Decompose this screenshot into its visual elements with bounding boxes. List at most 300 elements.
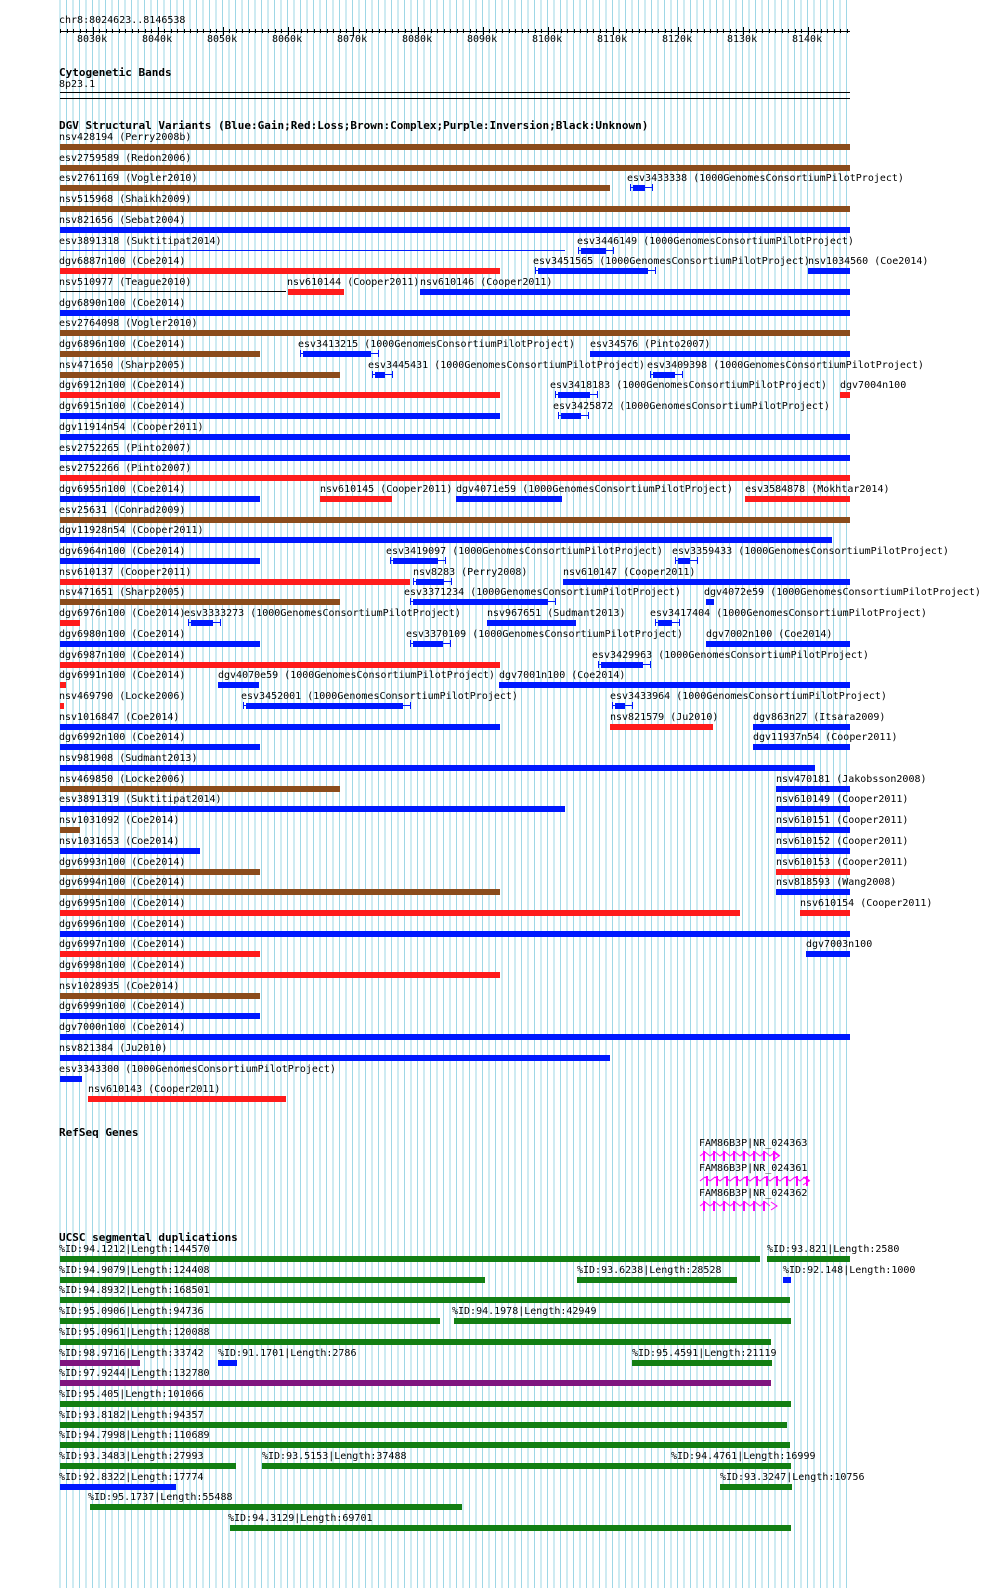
feature-bar[interactable] xyxy=(808,268,850,274)
ruler-minor-tick xyxy=(463,29,464,33)
feature-label[interactable]: esv3333273 (1000GenomesConsortiumPilotProject) xyxy=(184,608,461,619)
feature-bar[interactable] xyxy=(60,206,850,212)
feature-label[interactable]: %ID:94.9079|Length:124408 xyxy=(59,1265,210,1276)
feature-bar[interactable] xyxy=(60,227,850,233)
feature-label[interactable]: %ID:93.8182|Length:94357 xyxy=(59,1410,204,1421)
feature-label[interactable]: nsv610153 (Cooper2011) xyxy=(776,857,909,868)
feature-bar[interactable] xyxy=(60,993,260,999)
feature-label[interactable]: dgv6996n100 (Coe2014) xyxy=(59,919,186,930)
feature-bar[interactable] xyxy=(60,558,260,564)
feature-label[interactable]: esv3446149 (1000GenomesConsortiumPilotProject) xyxy=(577,236,854,247)
gene-model[interactable] xyxy=(699,1200,799,1212)
feature-label[interactable]: nsv981908 (Sudmant2013) xyxy=(59,753,198,764)
feature-bar[interactable] xyxy=(60,165,850,171)
feature-bar[interactable] xyxy=(454,1318,791,1324)
feature-label[interactable]: nsv967651 (Sudmant2013) xyxy=(487,608,626,619)
feature-label[interactable]: dgv11928n54 (Cooper2011) xyxy=(59,525,204,536)
ruler-minor-tick xyxy=(385,29,386,33)
feature-label[interactable]: dgv11937n54 (Cooper2011) xyxy=(753,732,898,743)
ruler-minor-tick xyxy=(645,29,646,33)
feature-bar[interactable] xyxy=(60,889,500,895)
feature-label[interactable]: %ID:95.0961|Length:120088 xyxy=(59,1327,210,1338)
ruler-minor-tick xyxy=(242,29,243,33)
gene-model[interactable] xyxy=(699,1175,799,1187)
feature-label[interactable]: nsv471650 (Sharp2005) xyxy=(59,360,186,371)
feature-bar[interactable] xyxy=(610,724,713,730)
feature-end-tick xyxy=(650,371,651,378)
feature-end-tick xyxy=(410,702,411,709)
feature-label[interactable]: esv2764098 (Vogler2010) xyxy=(59,318,198,329)
feature-label[interactable]: dgv6991n100 (Coe2014) xyxy=(59,670,186,681)
ruler-minor-tick xyxy=(808,29,809,33)
feature-bar[interactable] xyxy=(393,558,438,564)
feature-bar[interactable] xyxy=(60,1297,790,1303)
ruler-minor-tick xyxy=(515,29,516,33)
feature-bar[interactable] xyxy=(706,599,714,605)
feature-bar[interactable] xyxy=(320,496,392,502)
ruler-tick-label: 8120k xyxy=(662,34,693,45)
feature-label[interactable]: esv2761169 (Vogler2010) xyxy=(59,173,198,184)
feature-label[interactable]: esv25631 (Conrad2009) xyxy=(59,505,186,516)
feature-label[interactable]: esv3413215 (1000GenomesConsortiumPilotProject) xyxy=(298,339,575,350)
feature-bar[interactable] xyxy=(246,703,403,709)
feature-bar[interactable] xyxy=(60,1034,850,1040)
feature-label[interactable]: nsv610149 (Cooper2011) xyxy=(776,794,909,805)
ruler-minor-tick xyxy=(587,29,588,33)
feature-bar[interactable] xyxy=(60,455,850,461)
ruler-minor-tick xyxy=(145,29,146,33)
feature-label[interactable]: nsv471651 (Sharp2005) xyxy=(59,587,186,598)
feature-label[interactable]: dgv6896n100 (Coe2014) xyxy=(59,339,186,350)
feature-bar[interactable] xyxy=(671,1463,791,1469)
feature-bar[interactable] xyxy=(413,599,548,605)
feature-label[interactable]: %ID:91.1701|Length:2786 xyxy=(218,1348,357,1359)
feature-bar[interactable] xyxy=(191,620,213,626)
feature-label[interactable]: nsv1031092 (Coe2014) xyxy=(59,815,180,826)
feature-label[interactable]: dgv6993n100 (Coe2014) xyxy=(59,857,186,868)
feature-label[interactable]: dgv6992n100 (Coe2014) xyxy=(59,732,186,743)
ruler-minor-tick xyxy=(782,29,783,33)
feature-bar[interactable] xyxy=(720,1484,792,1490)
feature-label[interactable]: %ID:94.1978|Length:42949 xyxy=(452,1306,597,1317)
feature-bar[interactable] xyxy=(375,372,385,378)
feature-label[interactable]: dgv6997n100 (Coe2014) xyxy=(59,939,186,950)
feature-bar[interactable] xyxy=(60,951,260,957)
feature-label[interactable]: dgv6955n100 (Coe2014) xyxy=(59,484,186,495)
feature-label[interactable]: nsv469850 (Locke2006) xyxy=(59,774,186,785)
feature-label[interactable]: dgv6995n100 (Coe2014) xyxy=(59,898,186,909)
feature-bar[interactable] xyxy=(60,330,850,336)
feature-label[interactable]: dgv6964n100 (Coe2014) xyxy=(59,546,186,557)
feature-label[interactable]: esv3445431 (1000GenomesConsortiumPilotProject) xyxy=(368,360,645,371)
feature-label[interactable]: nsv610146 (Cooper2011) xyxy=(420,277,553,288)
feature-bar[interactable] xyxy=(590,351,850,357)
feature-bar[interactable] xyxy=(632,1360,772,1366)
feature-label[interactable]: nsv510977 (Teague2010) xyxy=(59,277,192,288)
feature-label[interactable]: esv3433964 (1000GenomesConsortiumPilotProject) xyxy=(610,691,887,702)
cytoband-line-top xyxy=(60,92,850,93)
ruler-minor-tick xyxy=(678,29,679,33)
feature-bar[interactable] xyxy=(487,620,576,626)
feature-bar[interactable] xyxy=(303,351,371,357)
feature-label[interactable]: %ID:93.6238|Length:28528 xyxy=(577,1265,722,1276)
feature-bar[interactable] xyxy=(60,392,500,398)
feature-bar[interactable] xyxy=(581,248,606,254)
feature-bar[interactable] xyxy=(840,392,850,398)
feature-bar[interactable] xyxy=(60,599,340,605)
feature-label[interactable]: nsv610154 (Cooper2011) xyxy=(800,898,933,909)
ruler-minor-tick xyxy=(262,29,263,33)
feature-label[interactable]: esv3429963 (1000GenomesConsortiumPilotProject) xyxy=(592,650,869,661)
feature-bar[interactable] xyxy=(420,289,850,295)
gene-label[interactable]: FAM86B3P|NR_024362 xyxy=(699,1188,808,1199)
gene-label[interactable]: FAM86B3P|NR_024363 xyxy=(699,1138,808,1149)
feature-label[interactable]: dgv6998n100 (Coe2014) xyxy=(59,960,186,971)
feature-label[interactable]: dgv4071e59 (1000GenomesConsortiumPilotProject) xyxy=(456,484,733,495)
feature-label[interactable]: nsv469790 (Locke2006) xyxy=(59,691,186,702)
feature-bar[interactable] xyxy=(60,744,260,750)
ruler-minor-tick xyxy=(346,29,347,33)
ruler-minor-tick xyxy=(541,29,542,33)
feature-label[interactable]: nsv818593 (Wang2008) xyxy=(776,877,897,888)
feature-line[interactable] xyxy=(60,250,565,251)
ruler-minor-tick xyxy=(658,29,659,33)
feature-label[interactable]: nsv821384 (Ju2010) xyxy=(59,1043,168,1054)
feature-label[interactable]: %ID:93.3247|Length:10756 xyxy=(720,1472,865,1483)
feature-label[interactable]: nsv821656 (Sebat2004) xyxy=(59,215,186,226)
feature-label[interactable]: nsv610144 (Cooper2011) xyxy=(287,277,420,288)
ruler-minor-tick xyxy=(288,29,289,33)
feature-label[interactable]: dgv6890n100 (Coe2014) xyxy=(59,298,186,309)
ruler-minor-tick xyxy=(197,29,198,33)
feature-bar[interactable] xyxy=(60,1339,771,1345)
feature-label[interactable]: dgv7004n100 xyxy=(840,380,907,391)
feature-bar[interactable] xyxy=(60,1013,260,1019)
feature-bar[interactable] xyxy=(678,558,690,564)
feature-label[interactable]: nsv821579 (Ju2010) xyxy=(610,712,719,723)
feature-label[interactable]: nsv1016847 (Coe2014) xyxy=(59,712,180,723)
feature-bar[interactable] xyxy=(60,910,740,916)
feature-bar[interactable] xyxy=(800,910,850,916)
feature-bar[interactable] xyxy=(776,869,850,875)
feature-label[interactable]: %ID:98.9716|Length:33742 xyxy=(59,1348,204,1359)
feature-bar[interactable] xyxy=(60,579,410,585)
feature-label[interactable]: esv3433338 (1000GenomesConsortiumPilotProject) xyxy=(627,173,904,184)
feature-bar[interactable] xyxy=(60,724,500,730)
feature-label[interactable]: esv3359433 (1000GenomesConsortiumPilotProject) xyxy=(672,546,949,557)
feature-bar[interactable] xyxy=(262,1463,672,1469)
feature-label[interactable]: %ID:93.821|Length:2580 xyxy=(767,1244,900,1255)
ruler-tick-label: 8030k xyxy=(77,34,108,45)
feature-bar[interactable] xyxy=(658,620,672,626)
feature-end-tick xyxy=(555,391,556,398)
feature-label[interactable]: nsv610145 (Cooper2011) xyxy=(320,484,453,495)
ruler-minor-tick xyxy=(639,29,640,33)
feature-label[interactable]: %ID:94.4761|Length:16999 xyxy=(671,1451,816,1462)
feature-bar[interactable] xyxy=(60,1360,140,1366)
feature-bar[interactable] xyxy=(60,1380,771,1386)
feature-bar[interactable] xyxy=(456,496,562,502)
feature-bar[interactable] xyxy=(776,806,850,812)
ruler-minor-tick xyxy=(665,29,666,33)
feature-label[interactable]: nsv1031653 (Coe2014) xyxy=(59,836,180,847)
feature-label[interactable]: %ID:93.5153|Length:37488 xyxy=(262,1451,407,1462)
feature-bar[interactable] xyxy=(60,1463,236,1469)
feature-bar[interactable] xyxy=(60,765,815,771)
feature-bar[interactable] xyxy=(776,889,850,895)
feature-label[interactable]: dgv6994n100 (Coe2014) xyxy=(59,877,186,888)
ruler-minor-tick xyxy=(821,29,822,33)
ruler-minor-tick xyxy=(210,29,211,33)
feature-label[interactable]: nsv610143 (Cooper2011) xyxy=(88,1084,221,1095)
feature-label[interactable]: %ID:93.3483|Length:27993 xyxy=(59,1451,204,1462)
feature-label[interactable]: esv3584878 (Mokhtar2014) xyxy=(745,484,890,495)
ruler-tick-label: 8070k xyxy=(337,34,368,45)
ruler-minor-tick xyxy=(372,29,373,33)
feature-end-tick xyxy=(597,391,598,398)
ruler-minor-tick xyxy=(489,29,490,33)
feature-label[interactable]: %ID:95.0906|Length:94736 xyxy=(59,1306,204,1317)
feature-bar[interactable] xyxy=(60,806,565,812)
feature-label[interactable]: dgv4070e59 (1000GenomesConsortiumPilotProject) xyxy=(218,670,495,681)
feature-bar[interactable] xyxy=(60,1277,485,1283)
feature-bar[interactable] xyxy=(60,703,64,709)
feature-bar[interactable] xyxy=(538,268,648,274)
feature-bar[interactable] xyxy=(783,1277,791,1283)
ruler-minor-tick xyxy=(502,29,503,33)
feature-bar[interactable] xyxy=(577,1277,737,1283)
feature-label[interactable]: dgv7003n100 xyxy=(806,939,873,950)
feature-bar[interactable] xyxy=(60,496,260,502)
feature-bar[interactable] xyxy=(767,1256,850,1262)
feature-bar[interactable] xyxy=(60,972,500,978)
feature-bar[interactable] xyxy=(776,786,850,792)
feature-bar[interactable] xyxy=(60,1401,791,1407)
refseq-track-title: RefSeq Genes xyxy=(59,1126,139,1139)
feature-label[interactable]: dgv6976n100 (Coe2014) xyxy=(59,608,186,619)
feature-end-tick xyxy=(555,598,556,605)
feature-end-tick xyxy=(188,619,189,626)
feature-bar[interactable] xyxy=(416,579,444,585)
feature-bar[interactable] xyxy=(753,744,850,750)
feature-end-tick xyxy=(682,371,683,378)
feature-bar[interactable] xyxy=(60,372,340,378)
ruler-minor-tick xyxy=(119,29,120,33)
feature-end-tick xyxy=(630,184,631,191)
feature-label[interactable]: dgv6915n100 (Coe2014) xyxy=(59,401,186,412)
feature-label[interactable]: dgv6999n100 (Coe2014) xyxy=(59,1001,186,1012)
feature-label[interactable]: nsv470181 (Jakobsson2008) xyxy=(776,774,927,785)
feature-line[interactable] xyxy=(60,291,286,292)
ruler-minor-tick xyxy=(392,29,393,33)
feature-label[interactable]: %ID:92.8322|Length:17774 xyxy=(59,1472,204,1483)
ruler-minor-tick xyxy=(834,29,835,33)
feature-label[interactable]: %ID:94.3129|Length:69701 xyxy=(228,1513,373,1524)
feature-bar[interactable] xyxy=(60,1484,176,1490)
feature-bar[interactable] xyxy=(601,662,643,668)
ruler-minor-tick xyxy=(418,29,419,33)
ruler-minor-tick xyxy=(522,29,523,33)
ruler-minor-tick xyxy=(710,29,711,33)
feature-bar[interactable] xyxy=(60,434,850,440)
feature-label[interactable]: %ID:95.405|Length:101066 xyxy=(59,1389,204,1400)
feature-end-tick xyxy=(588,412,589,419)
feature-bar[interactable] xyxy=(776,848,850,854)
feature-end-tick xyxy=(598,661,599,668)
feature-label[interactable]: dgv4072e59 (1000GenomesConsortiumPilotProject) xyxy=(704,587,981,598)
feature-bar[interactable] xyxy=(230,1525,791,1531)
feature-label[interactable]: %ID:95.4591|Length:21119 xyxy=(632,1348,777,1359)
feature-label[interactable]: dgv11914n54 (Cooper2011) xyxy=(59,422,204,433)
ruler-minor-tick xyxy=(444,29,445,33)
feature-label[interactable]: %ID:97.9244|Length:132780 xyxy=(59,1368,210,1379)
feature-bar[interactable] xyxy=(60,1256,760,1262)
feature-label[interactable]: esv3370109 (1000GenomesConsortiumPilotProject) xyxy=(406,629,683,640)
feature-bar[interactable] xyxy=(561,413,581,419)
segdup-track-title: UCSC segmental duplications xyxy=(59,1231,238,1244)
feature-bar[interactable] xyxy=(60,1422,787,1428)
feature-label[interactable]: nsv515968 (Shaikh2009) xyxy=(59,194,192,205)
ruler-minor-tick xyxy=(340,29,341,33)
gene-label[interactable]: FAM86B3P|NR_024361 xyxy=(699,1163,808,1174)
feature-label[interactable]: esv3891318 (Suktitipat2014) xyxy=(59,236,222,247)
feature-bar[interactable] xyxy=(60,268,500,274)
feature-bar[interactable] xyxy=(90,1504,462,1510)
feature-label[interactable]: nsv610137 (Cooper2011) xyxy=(59,567,192,578)
ruler-minor-tick xyxy=(60,29,61,33)
feature-label[interactable]: esv3343300 (1000GenomesConsortiumPilotProject) xyxy=(59,1064,336,1075)
feature-label[interactable]: %ID:95.1737|Length:55488 xyxy=(88,1492,233,1503)
feature-label[interactable]: esv3451565 (1000GenomesConsortiumPilotProject) xyxy=(533,256,810,267)
feature-bar[interactable] xyxy=(753,724,850,730)
feature-bar[interactable] xyxy=(60,931,850,937)
feature-label[interactable]: nsv610152 (Cooper2011) xyxy=(776,836,909,847)
ruler-minor-tick xyxy=(151,29,152,33)
feature-bar[interactable] xyxy=(615,703,625,709)
feature-label[interactable]: dgv6912n100 (Coe2014) xyxy=(59,380,186,391)
feature-bar[interactable] xyxy=(288,289,344,295)
ruler-minor-tick xyxy=(606,29,607,33)
feature-bar[interactable] xyxy=(633,185,645,191)
feature-bar[interactable] xyxy=(60,537,832,543)
feature-label[interactable]: esv2759589 (Redon2006) xyxy=(59,153,192,164)
feature-label[interactable]: nsv1034560 (Coe2014) xyxy=(808,256,929,267)
feature-bar[interactable] xyxy=(60,641,260,647)
feature-label[interactable]: nsv8283 (Perry2008) xyxy=(413,567,528,578)
feature-label[interactable]: esv3452001 (1000GenomesConsortiumPilotProject) xyxy=(241,691,518,702)
ruler-axis xyxy=(60,31,850,32)
feature-bar[interactable] xyxy=(60,786,340,792)
feature-label[interactable]: dgv863n27 (Itsara2009) xyxy=(753,712,886,723)
feature-label[interactable]: %ID:92.148|Length:1000 xyxy=(783,1265,916,1276)
feature-bar[interactable] xyxy=(60,1442,790,1448)
feature-label[interactable]: esv3409398 (1000GenomesConsortiumPilotProject) xyxy=(647,360,924,371)
feature-end-tick xyxy=(378,350,379,357)
feature-bar[interactable] xyxy=(60,310,850,316)
ruler-minor-tick xyxy=(80,29,81,33)
feature-label[interactable]: esv3417404 (1000GenomesConsortiumPilotProject) xyxy=(650,608,927,619)
ruler-minor-tick xyxy=(255,29,256,33)
feature-label[interactable]: dgv7001n100 (Coe2014) xyxy=(499,670,626,681)
feature-bar[interactable] xyxy=(776,827,850,833)
feature-label[interactable]: esv3418183 (1000GenomesConsortiumPilotProject) xyxy=(550,380,827,391)
feature-end-tick xyxy=(450,640,451,647)
feature-label[interactable]: dgv7000n100 (Coe2014) xyxy=(59,1022,186,1033)
feature-label[interactable]: nsv610147 (Cooper2011) xyxy=(563,567,696,578)
feature-bar[interactable] xyxy=(218,1360,237,1366)
feature-bar[interactable] xyxy=(60,517,850,523)
feature-bar[interactable] xyxy=(706,641,850,647)
feature-bar[interactable] xyxy=(558,392,590,398)
feature-end-tick xyxy=(612,702,613,709)
feature-bar[interactable] xyxy=(653,372,675,378)
ruler-minor-tick xyxy=(847,29,848,33)
feature-label[interactable]: %ID:94.7998|Length:110689 xyxy=(59,1430,210,1441)
feature-bar[interactable] xyxy=(413,641,443,647)
feature-label[interactable]: %ID:94.1212|Length:144570 xyxy=(59,1244,210,1255)
feature-bar[interactable] xyxy=(60,1076,82,1082)
feature-label[interactable]: esv3425872 (1000GenomesConsortiumPilotProject) xyxy=(553,401,830,412)
ruler-minor-tick xyxy=(294,29,295,33)
feature-bar[interactable] xyxy=(218,682,259,688)
feature-bar[interactable] xyxy=(60,662,500,668)
feature-label[interactable]: nsv610151 (Cooper2011) xyxy=(776,815,909,826)
feature-bar[interactable] xyxy=(60,869,260,875)
ruler-minor-tick xyxy=(743,29,744,33)
ruler-minor-tick xyxy=(574,29,575,33)
feature-label[interactable]: esv2752266 (Pinto2007) xyxy=(59,463,192,474)
feature-label[interactable]: esv2752265 (Pinto2007) xyxy=(59,443,192,454)
feature-label[interactable]: esv34576 (Pinto2007) xyxy=(590,339,711,350)
feature-bar[interactable] xyxy=(60,682,66,688)
ruler-minor-tick xyxy=(320,29,321,33)
feature-end-tick xyxy=(390,557,391,564)
feature-bar[interactable] xyxy=(499,682,850,688)
ruler-minor-tick xyxy=(158,29,159,33)
feature-label[interactable]: dgv7002n100 (Coe2014) xyxy=(706,629,833,640)
feature-label[interactable]: dgv6980n100 (Coe2014) xyxy=(59,629,186,640)
ruler-minor-tick xyxy=(190,29,191,33)
ruler-minor-tick xyxy=(223,29,224,33)
feature-label[interactable]: esv3891319 (Suktitipat2014) xyxy=(59,794,222,805)
feature-bar[interactable] xyxy=(745,496,850,502)
feature-bar[interactable] xyxy=(806,951,850,957)
feature-bar[interactable] xyxy=(60,848,200,854)
feature-label[interactable]: nsv428194 (Perry2008b) xyxy=(59,132,192,143)
feature-end-tick xyxy=(655,267,656,274)
feature-bar[interactable] xyxy=(60,620,80,626)
feature-label[interactable]: esv3371234 (1000GenomesConsortiumPilotProject) xyxy=(404,587,681,598)
feature-bar[interactable] xyxy=(60,475,850,481)
feature-label[interactable]: %ID:94.8932|Length:168501 xyxy=(59,1285,210,1296)
feature-label[interactable]: esv3419097 (1000GenomesConsortiumPilotProject) xyxy=(386,546,663,557)
ruler-minor-tick xyxy=(275,29,276,33)
feature-bar[interactable] xyxy=(60,185,610,191)
feature-bar[interactable] xyxy=(60,144,850,150)
feature-label[interactable]: dgv6887n100 (Coe2014) xyxy=(59,256,186,267)
feature-bar[interactable] xyxy=(60,1055,610,1061)
feature-bar[interactable] xyxy=(60,351,260,357)
ruler-minor-tick xyxy=(229,29,230,33)
feature-bar[interactable] xyxy=(60,1318,440,1324)
feature-bar[interactable] xyxy=(60,827,80,833)
feature-label[interactable]: nsv1028935 (Coe2014) xyxy=(59,981,180,992)
feature-bar[interactable] xyxy=(88,1096,286,1102)
feature-label[interactable]: dgv6987n100 (Coe2014) xyxy=(59,650,186,661)
gene-model[interactable] xyxy=(699,1150,799,1162)
feature-bar[interactable] xyxy=(60,413,500,419)
feature-bar[interactable] xyxy=(563,579,850,585)
